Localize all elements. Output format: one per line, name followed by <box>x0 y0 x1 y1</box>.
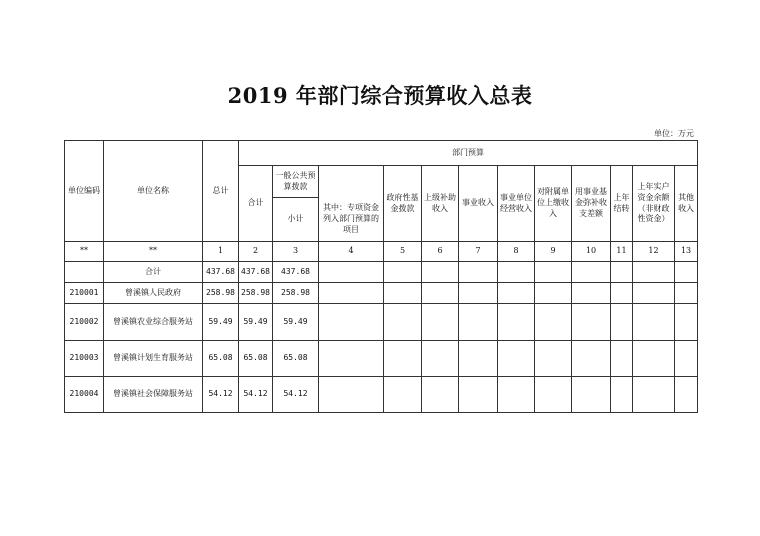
index-cell: 5 <box>384 242 422 262</box>
header-business-fund-gap: 用事业基金弥补收支差额 <box>572 166 611 242</box>
row-total: 437.68 <box>203 262 239 283</box>
table-row <box>65 304 698 341</box>
row-code: 210002 <box>65 304 104 341</box>
row-name: 曾溪镇人民政府 <box>104 283 203 304</box>
unit-label: 单位：万元 <box>654 129 694 138</box>
header-unit-name: 单位名称 <box>104 141 203 242</box>
table-row <box>65 377 698 413</box>
row-small-total: 59.49 <box>273 304 319 341</box>
header-upper-subsidy: 上级补助收入 <box>422 166 459 242</box>
row-total: 54.12 <box>203 377 239 413</box>
row-small-total: 54.12 <box>273 377 319 413</box>
row-subtotal: 258.98 <box>239 283 273 304</box>
header-subtotal: 合计 <box>239 166 273 242</box>
index-cell: 1 <box>203 242 239 262</box>
row-name: 曾溪镇计划生育服务站 <box>104 341 203 377</box>
table-row <box>65 341 698 377</box>
row-name: 曾溪镇社会保障服务站 <box>104 377 203 413</box>
index-cell: 12 <box>633 242 675 262</box>
header-affiliated-income: 对附属单位上缴收入 <box>535 166 572 242</box>
table-row <box>65 262 698 283</box>
index-cell: 2 <box>239 242 273 262</box>
row-code: 210001 <box>65 283 104 304</box>
header-other-income: 其他收入 <box>675 166 698 242</box>
header-carryover: 上年结转 <box>611 166 633 242</box>
header-small-total: 小计 <box>273 198 319 242</box>
row-code <box>65 262 104 283</box>
index-cell: 9 <box>535 242 572 262</box>
index-cell: 13 <box>675 242 698 262</box>
row-subtotal: 437.68 <box>239 262 273 283</box>
row-code: 210004 <box>65 377 104 413</box>
header-business-operating: 事业单位经营收入 <box>498 166 535 242</box>
header-unit-code: 单位编码 <box>65 141 104 242</box>
header-dept-budget: 部门预算 <box>239 141 698 166</box>
header-special-funds: 其中：专项资金列入部门预算的项目 <box>319 198 384 242</box>
row-total: 258.98 <box>203 283 239 304</box>
index-cell: 4 <box>319 242 384 262</box>
index-cell: 6 <box>422 242 459 262</box>
row-total: 59.49 <box>203 304 239 341</box>
index-cell: 11 <box>611 242 633 262</box>
table-row <box>65 283 698 304</box>
row-subtotal: 54.12 <box>239 377 273 413</box>
index-cell: 10 <box>572 242 611 262</box>
index-cell: 3 <box>273 242 319 262</box>
budget-income-table <box>64 140 698 413</box>
index-row <box>65 242 698 262</box>
header-business-income: 事业收入 <box>459 166 498 242</box>
header-gov-fund: 政府性基金拨款 <box>384 166 422 242</box>
index-cell: 8 <box>498 242 535 262</box>
header-total: 总计 <box>203 141 239 242</box>
header-row-1 <box>65 141 698 166</box>
row-small-total: 258.98 <box>273 283 319 304</box>
header-special-top <box>319 166 384 198</box>
row-subtotal: 59.49 <box>239 304 273 341</box>
row-subtotal: 65.08 <box>239 341 273 377</box>
page-title: 2019 年部门综合预算收入总表 <box>227 83 533 108</box>
row-small-total: 437.68 <box>273 262 319 283</box>
row-name: 合计 <box>104 262 203 283</box>
index-cell: 7 <box>459 242 498 262</box>
header-general-public: 一般公共预算拨款 <box>273 166 319 198</box>
row-total: 65.08 <box>203 341 239 377</box>
index-cell: ** <box>104 242 203 262</box>
row-small-total: 65.08 <box>273 341 319 377</box>
row-code: 210003 <box>65 341 104 377</box>
row-name: 曾溪镇农业综合服务站 <box>104 304 203 341</box>
index-cell: ** <box>65 242 104 262</box>
header-prior-year-balance: 上年实户资金余额（非财政性资金） <box>633 166 675 242</box>
